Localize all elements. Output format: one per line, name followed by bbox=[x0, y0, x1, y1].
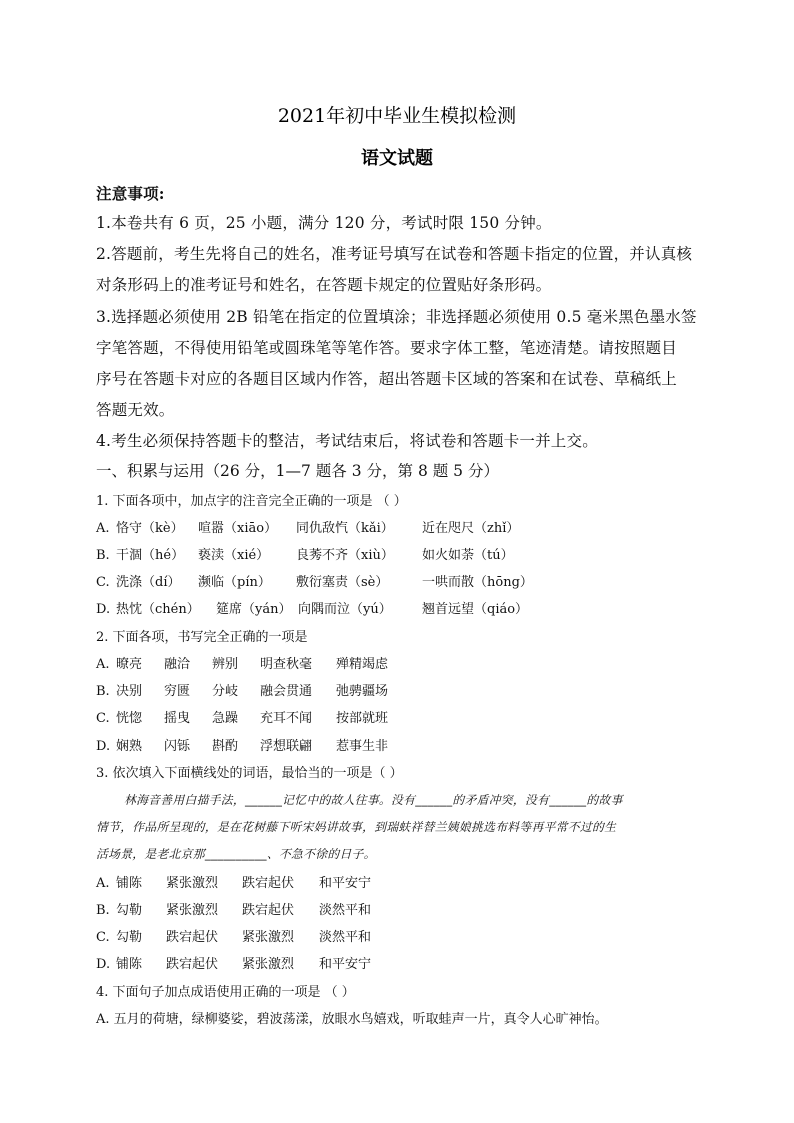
option-item: 筵席（yán） bbox=[216, 602, 292, 617]
option-item: 淡然平和 bbox=[319, 930, 372, 945]
option-item: 弛骋疆场 bbox=[336, 684, 389, 699]
option-item: 恪守（kè） bbox=[116, 521, 184, 536]
option-letter: B. bbox=[96, 903, 110, 918]
option-item: 决别 bbox=[116, 684, 143, 699]
option-item: 跌宕起伏 bbox=[242, 876, 295, 891]
option-item: 摇曳 bbox=[164, 711, 191, 726]
option-item: 惹事生非 bbox=[336, 739, 389, 754]
option-item: 娴熟 bbox=[116, 739, 143, 754]
option-item: 跌宕起伏 bbox=[166, 930, 219, 945]
option-item: 近在咫尺（zhǐ） bbox=[422, 521, 520, 536]
option-item: 敷衍塞责（sè） bbox=[296, 575, 389, 590]
option-item: 暸亮 bbox=[116, 657, 143, 672]
question-option bbox=[96, 598, 528, 617]
option-item: 明查秋毫 bbox=[260, 657, 313, 672]
option-item: 同仇敌忾（kǎi） bbox=[296, 521, 394, 536]
notice-line: 2.答题前，考生先将自己的姓名，准考证号填写在试卷和答题卡指定的位置，并认真核 bbox=[96, 245, 693, 263]
option-item: 紧张激烈 bbox=[166, 903, 219, 918]
passage-line: 情节，作品所呈现的，是在花树藤下听宋妈讲故事，到瑞蚨祥替兰姨娘挑选布料等再平常不过的生 bbox=[96, 820, 617, 834]
notice-line: 字笔答题，不得使用铅笔或圆珠笔等笔作答。要求字体工整，笔迹清楚。请按照题目 bbox=[96, 339, 677, 357]
option-item: 勾勒 bbox=[116, 930, 143, 945]
option-item: 分岐 bbox=[212, 684, 239, 699]
option-item: 和平安宁 bbox=[319, 957, 372, 972]
notice-line: 4.考生必须保持答题卡的整洁，考试结束后，将试卷和答题卡一并上交。 bbox=[96, 432, 598, 450]
option-letter: A. bbox=[96, 657, 110, 672]
question-option bbox=[96, 899, 371, 918]
option-letter: A. bbox=[96, 876, 110, 891]
option-item: 斟酌 bbox=[212, 739, 239, 754]
notice-line: 答题无效。 bbox=[96, 401, 175, 419]
option-item: 铺陈 bbox=[116, 876, 143, 891]
option-item: 干涸（hé） bbox=[116, 548, 185, 563]
option-item: 紧张激烈 bbox=[242, 957, 295, 972]
option-letter: C. bbox=[96, 930, 110, 945]
question-option bbox=[96, 707, 388, 726]
question-option bbox=[96, 517, 519, 536]
option-item: 和平安宁 bbox=[319, 876, 372, 891]
option-item: 殚精竭虑 bbox=[336, 657, 389, 672]
exam-subtitle: 语文试题 bbox=[361, 148, 433, 169]
notice-line: 3.选择题必须使用 2B 铅笔在指定的位置填涂；非选择题必须使用 0.5 毫米黑色墨水签 bbox=[96, 308, 697, 326]
option-item: 融洽 bbox=[164, 657, 191, 672]
question-option bbox=[96, 872, 371, 891]
option-item: 铺陈 bbox=[116, 957, 143, 972]
option-letter: A. bbox=[96, 521, 110, 536]
option-letter: C. bbox=[96, 575, 110, 590]
option-item: 向隅而泣（yú） bbox=[298, 602, 392, 617]
option-letter: D. bbox=[96, 602, 111, 617]
option-item: 翘首远望（qiáo） bbox=[422, 602, 529, 617]
option-item: 浮想联翩 bbox=[260, 739, 313, 754]
option-item: 跌宕起伏 bbox=[242, 903, 295, 918]
option-item: 穷匮 bbox=[164, 684, 191, 699]
option-item: 融会贯通 bbox=[260, 684, 313, 699]
option-item: 一哄而散（hōng） bbox=[422, 575, 533, 590]
option-item: 急躁 bbox=[212, 711, 239, 726]
option-item: 闪铄 bbox=[164, 739, 191, 754]
option-item: 淡然平和 bbox=[319, 903, 372, 918]
option-item: 亵渎（xié） bbox=[198, 548, 270, 563]
question-option bbox=[96, 926, 371, 945]
option-item: 辨别 bbox=[212, 657, 239, 672]
question-option bbox=[96, 735, 388, 754]
notice-line: 1.本卷共有 6 页，25 小题，满分 120 分，考试时限 150 分钟。 bbox=[96, 214, 552, 232]
question-option bbox=[96, 653, 388, 672]
question-option bbox=[96, 571, 533, 590]
question-option bbox=[96, 680, 388, 699]
question-option: A. 五月的荷塘，绿柳婆娑，碧波荡漾，放眼水鸟嬉戏，听取蛙声一片，真令人心旷神怡。 bbox=[96, 1012, 608, 1027]
option-item: 喧嚣（xiāo） bbox=[198, 521, 278, 536]
option-item: 如火如荼（tú） bbox=[422, 548, 514, 563]
option-item: 紧张激烈 bbox=[166, 876, 219, 891]
option-letter: B. bbox=[96, 684, 110, 699]
option-item: 恍惚 bbox=[116, 711, 143, 726]
question-stem: 3. 依次填入下面横线处的词语，最恰当的一项是（ ） bbox=[96, 766, 403, 781]
question-stem: 1. 下面各项中，加点字的注音完全正确的一项是 （ ） bbox=[96, 494, 407, 509]
option-item: 跌宕起伏 bbox=[166, 957, 219, 972]
notice-line: 序号在答题卡对应的各题目区域内作答，超出答题卡区域的答案和在试卷、草稿纸上 bbox=[96, 370, 677, 388]
option-letter: D. bbox=[96, 739, 111, 754]
option-item: 按部就班 bbox=[336, 711, 389, 726]
question-stem: 4. 下面句子加点成语使用正确的一项是 （ ） bbox=[96, 985, 355, 1000]
option-letter: B. bbox=[96, 548, 110, 563]
option-item: 紧张激烈 bbox=[242, 930, 295, 945]
section-heading: 一、积累与运用（26 分，1—7 题各 3 分，第 8 题 5 分） bbox=[96, 462, 499, 480]
option-item: 勾勒 bbox=[116, 903, 143, 918]
question-option bbox=[96, 953, 371, 972]
passage-line: 林海音善用白描手法，______记忆中的故人往事。没有______的矛盾冲突，没有______的故事 bbox=[124, 793, 623, 807]
exam-title: 2021年初中毕业生模拟检测 bbox=[277, 105, 517, 127]
question-option bbox=[96, 544, 514, 563]
option-item: 濒临（pín） bbox=[198, 575, 271, 590]
option-item: 良莠不齐（xiù） bbox=[296, 548, 394, 563]
option-item: 热忱（chén） bbox=[116, 602, 200, 617]
passage-line: 活场景，是老北京那__________、不急不徐的日子。 bbox=[96, 847, 376, 861]
notice-line: 对条形码上的准考证号和姓名，在答题卡规定的位置贴好条形码。 bbox=[96, 276, 552, 294]
question-stem: 2. 下面各项，书写完全正确的一项是 bbox=[96, 630, 308, 645]
option-item: 洗涤（dí） bbox=[116, 575, 181, 590]
option-letter: C. bbox=[96, 711, 110, 726]
option-item: 充耳不闻 bbox=[260, 711, 313, 726]
option-letter: D. bbox=[96, 957, 111, 972]
notice-heading: 注意事项: bbox=[96, 184, 165, 203]
